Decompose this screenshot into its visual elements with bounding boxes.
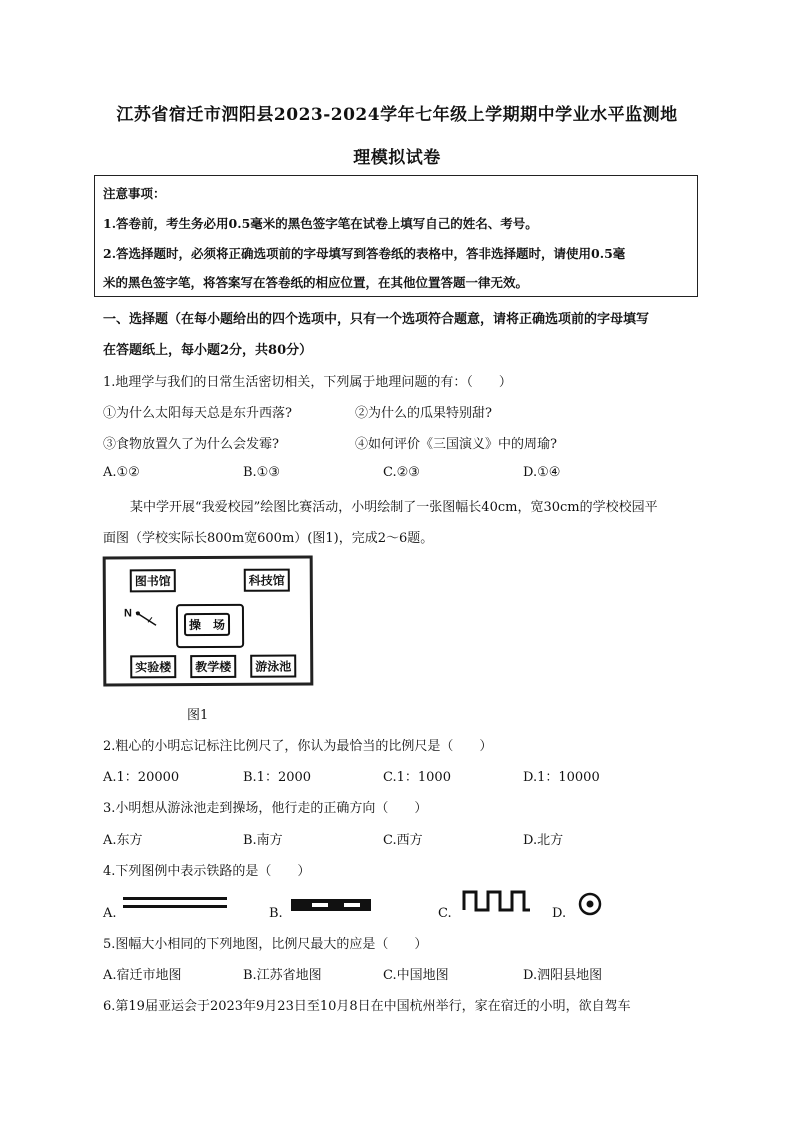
notice-item-2b: 米的黑色签字笔，将答案写在答卷纸的相应位置，在其他位置答题一律无效。 [103, 275, 529, 290]
notice-item-2a: 2.答选择题时，必须将正确选项前的字母填写到答卷纸的表格中，答非选择题时，请使用0.5毫 [103, 246, 626, 261]
q3-option-d: D.北方 [523, 833, 564, 848]
page-title-line1: 江苏省宿迁市泗阳县2023-2024学年七年级上学期期中学业水平监测地 [116, 105, 678, 125]
q5-option-b: B.江苏省地图 [243, 968, 322, 983]
q1-statement-4: ④如何评价《三国演义》中的周瑜? [355, 437, 557, 452]
wall-legend-icon [460, 886, 534, 916]
railway-legend-icon [288, 895, 374, 917]
q4-option-a: A. [103, 906, 117, 921]
notice-box [94, 175, 698, 297]
q1-stem: 1.地理学与我们的日常生活密切相关，下列属于地理问题的有：（ ） [103, 375, 512, 390]
section-heading-line2: 在答题纸上，每小题2分，共80分） [103, 343, 313, 358]
figure-caption: 图1 [187, 708, 209, 723]
q4-option-b: B. [269, 906, 283, 921]
map-label-library: 图书馆 [130, 569, 176, 592]
double-line-legend-icon [120, 893, 230, 915]
map-north-label: N [123, 607, 132, 620]
map-label-playground: 操 场 [184, 613, 230, 636]
q3-stem: 3.小明想从游泳池走到操场，他行走的正确方向（ ） [103, 801, 428, 816]
target-circle-legend-icon [577, 891, 603, 917]
q1-option-b: B.①③ [243, 465, 280, 480]
passage-line2: 面图（学校实际长800m宽600m）(图1)，完成2～6题。 [103, 531, 434, 546]
q1-statement-2: ②为什么的瓜果特别甜? [355, 406, 492, 421]
q2-stem: 2.粗心的小明忘记标注比例尺了，你认为最恰当的比例尺是（ ） [103, 739, 493, 754]
q2-option-b: B.1：2000 [243, 770, 312, 785]
q2-option-d: D.1：10000 [523, 770, 600, 785]
q2-option-a: A.1：20000 [103, 770, 180, 785]
q5-option-a: A.宿迁市地图 [103, 968, 182, 983]
map-label-pool: 游泳池 [250, 655, 296, 678]
map-label-teaching: 教学楼 [190, 655, 236, 678]
q4-option-d: D. [552, 906, 567, 921]
passage-line1: 某中学开展“我爱校园”绘图比赛活动，小明绘制了一张图幅长40cm，宽30cm的学校校园平 [130, 500, 658, 515]
q4-option-c: C. [438, 906, 452, 921]
q2-option-c: C.1：1000 [383, 770, 451, 785]
notice-heading: 注意事项： [103, 186, 166, 201]
q5-option-c: C.中国地图 [383, 968, 449, 983]
q5-stem: 5.图幅大小相同的下列地图，比例尺最大的应是（ ） [103, 937, 428, 952]
q3-option-a: A.东方 [103, 833, 143, 848]
q3-option-b: B.南方 [243, 833, 283, 848]
notice-item-1: 1.答卷前，考生务必用0.5毫米的黑色签字笔在试卷上填写自己的姓名、考号。 [103, 216, 538, 231]
school-map [103, 555, 314, 686]
q1-option-a: A.①② [103, 465, 140, 480]
q3-option-c: C.西方 [383, 833, 423, 848]
q1-option-d: D.①④ [523, 465, 561, 480]
q1-option-c: C.②③ [383, 465, 420, 480]
page-title-line2: 理模拟试卷 [353, 148, 441, 168]
section-heading-line1: 一、选择题（在每小题给出的四个选项中，只有一个选项符合题意，请将正确选项前的字母填写 [103, 312, 650, 327]
q5-option-d: D.泗阳县地图 [523, 968, 603, 983]
map-label-tech: 科技馆 [244, 569, 290, 592]
q1-statement-1: ①为什么太阳每天总是东升西落? [103, 406, 292, 421]
north-arrow-icon [134, 609, 160, 629]
map-label-lab: 实验楼 [130, 655, 176, 678]
q4-stem: 4.下列图例中表示铁路的是（ ） [103, 864, 311, 879]
q1-statement-3: ③食物放置久了为什么会发霉? [103, 437, 279, 452]
q6-stem: 6.第19届亚运会于2023年9月23日至10月8日在中国杭州举行，家在宿迁的小明，欲自驾车 [103, 999, 631, 1014]
